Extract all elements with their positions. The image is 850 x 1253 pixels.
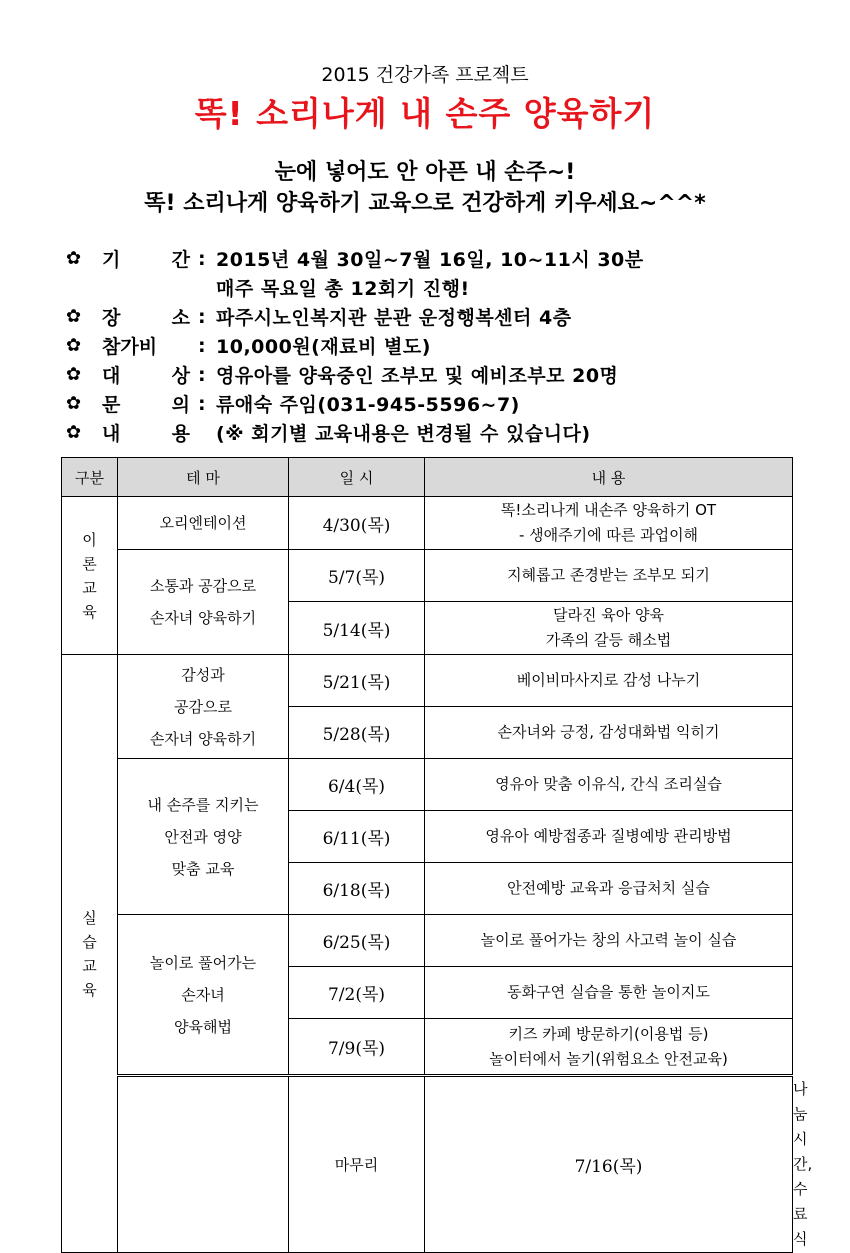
content-cell: 손자녀와 긍정, 감성대화법 익히기 [425, 707, 793, 759]
info-item-period-cont [66, 273, 644, 302]
theme-cell: 마무리 [289, 1076, 425, 1253]
content-cell: 놀이로 풀어가는 창의 사고력 놀이 실습 [425, 915, 793, 967]
header-theme: 테 마 [118, 458, 289, 497]
header-content: 내 용 [425, 458, 793, 497]
info-value: 영유아를 양육중인 조부모 및 예비조부모 20명 [216, 365, 619, 387]
subtitle-line-2: 똑! 소리나게 양육하기 교육으로 건강하게 키우세요~^^* [144, 191, 706, 216]
content-cell: 지혜롭고 존경받는 조부모 되기 [425, 550, 793, 602]
info-list [66, 244, 644, 447]
info-value: 류애숙 주임(031-945-5596~7) [216, 394, 520, 416]
date-cell: 6/18(목) [289, 863, 425, 915]
content-cell: 달라진 육아 양육 가족의 갈등 해소법 [425, 602, 793, 655]
info-label: 장 소 [102, 307, 190, 329]
info-label: 기 간 [102, 249, 190, 271]
flower-icon: ✿ [66, 335, 82, 356]
info-item-fee [66, 331, 644, 360]
table-row: 마무리 7/16(목) 나눔시간, 수료식 [62, 1076, 793, 1253]
table-header-row [62, 458, 793, 497]
theme-cell: 소통과 공감으로 손자녀 양육하기 [118, 550, 289, 655]
info-label: 내 용 [102, 423, 190, 445]
category-theory: 이 론 교 육 [62, 497, 118, 655]
date-cell: 5/7(목) [289, 550, 425, 602]
flower-icon: ✿ [66, 306, 82, 327]
date-cell: 5/21(목) [289, 655, 425, 707]
schedule-table [61, 457, 813, 1253]
info-value: 10,000원(재료비 별도) [216, 336, 431, 358]
date-cell: 5/28(목) [289, 707, 425, 759]
info-item-target [66, 360, 644, 389]
colon: : [198, 334, 206, 357]
flower-icon: ✿ [66, 422, 82, 443]
content-cell: 영유아 맞춤 이유식, 간식 조리실습 [425, 759, 793, 811]
pre-title: 2015 건강가족 프로젝트 [321, 64, 529, 86]
content-cell: 똑!소리나게 내손주 양육하기 OT - 생애주기에 따른 과업이해 [425, 497, 793, 550]
category-practice: 실 습 교 육 [62, 655, 118, 1253]
date-cell: 4/30(목) [289, 497, 425, 550]
table-row [62, 759, 793, 811]
info-label: 대 상 [102, 365, 190, 387]
category-empty [118, 1076, 289, 1253]
colon: : [198, 363, 206, 386]
info-value: 매주 목요일 총 12회기 진행! [216, 278, 470, 300]
date-cell: 6/4(목) [289, 759, 425, 811]
header-category: 구분 [62, 458, 118, 497]
theme-cell: 놀이로 풀어가는 손자녀 양육해법 [118, 915, 289, 1076]
date-cell: 6/11(목) [289, 811, 425, 863]
content-cell: 영유아 예방접종과 질병예방 관리방법 [425, 811, 793, 863]
colon: : [198, 305, 206, 328]
colon: : [198, 247, 206, 270]
info-item-contact [66, 389, 644, 418]
theme-cell: 감성과 공감으로 손자녀 양육하기 [118, 655, 289, 759]
table-row [62, 915, 793, 967]
theme-cell: 오리엔테이션 [118, 497, 289, 550]
date-cell: 5/14(목) [289, 602, 425, 655]
flower-icon: ✿ [66, 393, 82, 414]
table-row [62, 655, 793, 707]
table-row [62, 497, 793, 550]
date-cell: 7/16(목) [425, 1076, 793, 1253]
content-cell: 동화구연 실습을 통한 놀이지도 [425, 967, 793, 1019]
info-item-period [66, 244, 644, 273]
info-label: 참가비 [102, 336, 158, 358]
theme-cell: 내 손주를 지키는 안전과 영양 맞춤 교육 [118, 759, 289, 915]
info-value: (※ 회기별 교육내용은 변경될 수 있습니다) [216, 423, 591, 445]
info-item-content [66, 418, 644, 447]
header-date: 일 시 [289, 458, 425, 497]
content-cell: 베이비마사지로 감성 나누기 [425, 655, 793, 707]
subtitle-line-1: 눈에 넣어도 안 아픈 내 손주~! [274, 160, 576, 185]
date-cell: 6/25(목) [289, 915, 425, 967]
colon: : [198, 392, 206, 415]
date-cell: 7/2(목) [289, 967, 425, 1019]
table-row [62, 550, 793, 602]
main-title: 똑! 소리나게 내 손주 양육하기 [194, 94, 656, 133]
date-cell: 7/9(목) [289, 1019, 425, 1076]
flower-icon: ✿ [66, 364, 82, 385]
info-value: 파주시노인복지관 분관 운정행복센터 4층 [216, 307, 572, 329]
flower-icon: ✿ [66, 248, 82, 269]
info-item-location [66, 302, 644, 331]
info-value: 2015년 4월 30일~7월 16일, 10~11시 30분 [216, 249, 644, 271]
info-label: 문 의 [102, 394, 190, 416]
content-cell: 안전예방 교육과 응급처치 실습 [425, 863, 793, 915]
content-cell: 키즈 카페 방문하기(이용법 등) 놀이터에서 놀기(위험요소 안전교육) [425, 1019, 793, 1076]
